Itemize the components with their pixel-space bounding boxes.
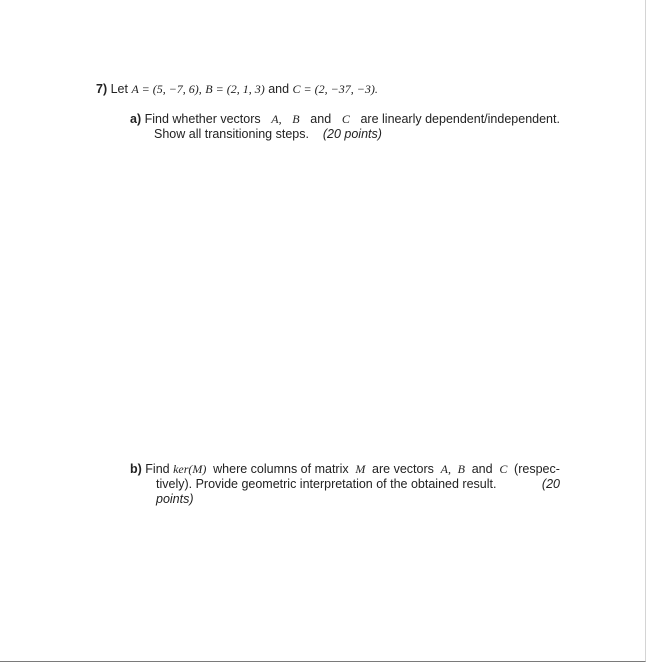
part-b-points-start: (20	[541, 477, 560, 491]
part-a-text-end: are linearly dependent/independent.	[360, 112, 560, 126]
part-b-line-1	[130, 462, 560, 477]
part-a-line-1	[130, 112, 560, 127]
part-a-and: and	[310, 112, 332, 126]
part-b-label: b)	[130, 462, 142, 476]
vector-b-definition: B = (2, 1, 3)	[205, 82, 265, 96]
problem-number: 7)	[96, 82, 108, 96]
part-a-var-b: B	[292, 112, 300, 126]
part-b-text-mid: where columns of matrix	[213, 462, 349, 476]
part-b-line-3	[130, 492, 560, 507]
part-b-line-2	[130, 477, 560, 492]
part-a-line-2	[130, 127, 560, 142]
part-b-ker: ker(M)	[173, 462, 207, 476]
part-b-var-b: B	[457, 462, 466, 476]
part-a-text-start: Find whether vectors	[144, 112, 261, 126]
part-b-text-end: (respec-	[514, 462, 560, 476]
part-a-label: a)	[130, 112, 142, 126]
vector-c-definition: C = (2, −37, −3).	[292, 82, 378, 96]
part-b-text-start: Find	[145, 462, 170, 476]
part-b-line-1-left	[130, 462, 206, 477]
part-b-and: and	[471, 462, 493, 476]
problem-statement	[96, 82, 378, 97]
part-a-instruction: Show all transitioning steps.	[154, 127, 309, 141]
part-b-text-line-2: tively). Provide geometric interpretation of the obtained result.	[156, 477, 497, 491]
part-b-var-a: A,	[440, 462, 451, 476]
part-a-points: (20 points)	[322, 127, 382, 141]
part-b-var-c: C	[499, 462, 508, 476]
part-b-text-mid2: are vectors	[372, 462, 434, 476]
part-b-points-end: points)	[156, 492, 194, 506]
part-a-var-c: C	[341, 112, 350, 126]
vector-a-definition: A = (5, −7, 6),	[131, 82, 202, 96]
part-a-var-a: A,	[271, 112, 282, 126]
problem-intro: Let	[110, 82, 128, 96]
problem-and: and	[268, 82, 290, 96]
part-b-var-m: M	[355, 462, 366, 476]
part-a	[130, 112, 560, 142]
part-a-line-1-left	[130, 112, 261, 127]
part-b	[130, 462, 560, 507]
